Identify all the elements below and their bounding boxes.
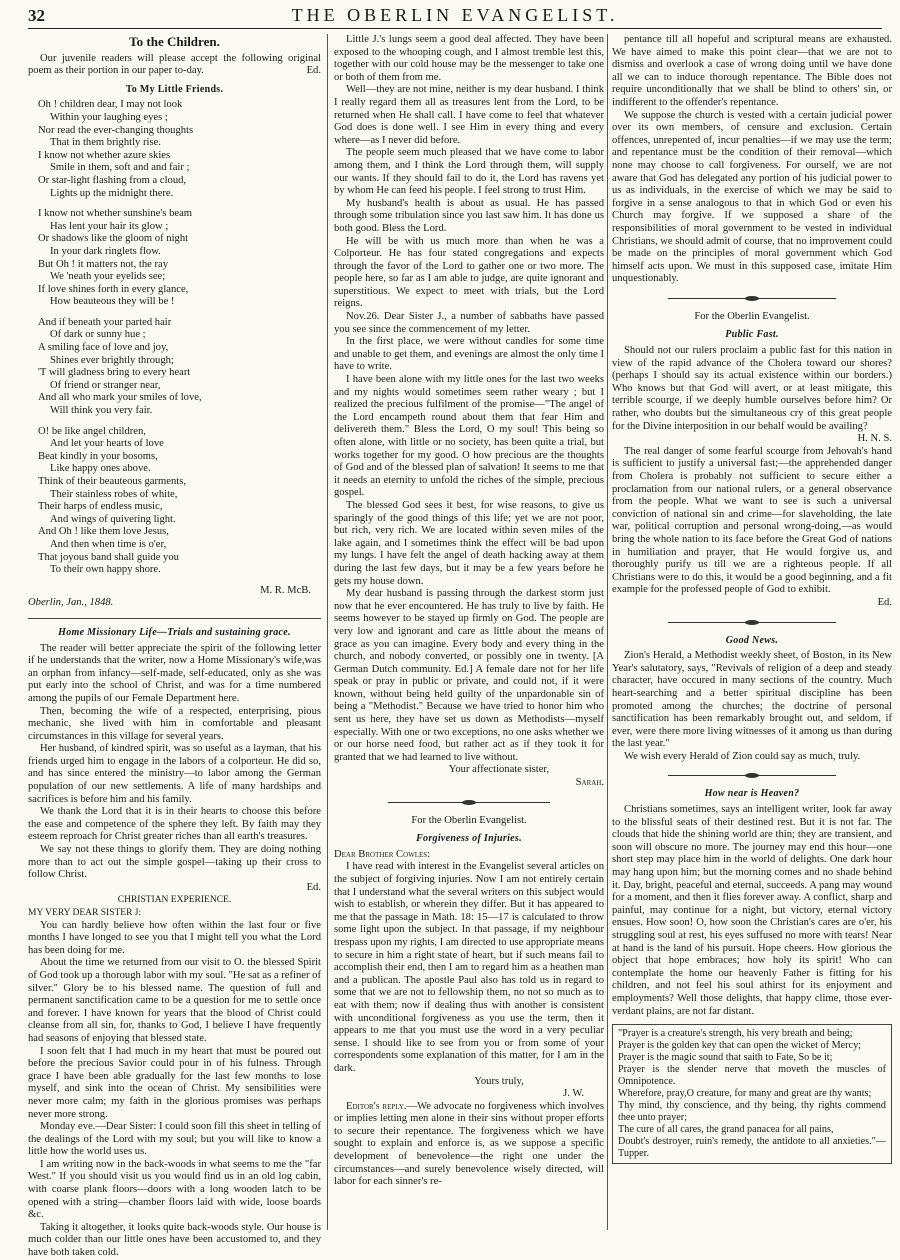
forgiveness-sign: J. W.	[563, 1088, 584, 1100]
poem-line: Nor read the ever-changing thoughts	[38, 124, 194, 136]
reply-paragraph: We suppose the church is vested with a certain judicial power over its own members, of censure and exclusion. Certain offences, unrepented of, incur penalties—if we may use the term; and repentance must be the condition of their removal—which none may choose to call forgiveness. For ourself, we are not aware that God has delegated any portion of his judicial power to us as individuals, in the exercise of which we may be said to forgive in a sense analogous to that in which God or even his Church may forgive. If we supposed a share of the responsibilities of moral government to be vested in individual Christians, we should admit of course, that no improvement could be made on the principles of moral government which God himself acts upon. We must in this supposed case, imitate Him unquestionably.	[612, 109, 892, 285]
letter-body	[28, 920, 321, 1260]
poem-line: And if beneath your parted hair	[38, 316, 172, 328]
news-heading: Good News.	[725, 634, 779, 646]
letter-salutation: MY VERY DEAR SISTER J:	[28, 908, 142, 918]
poem-line: Of dark or sunny hue ;	[50, 329, 146, 341]
editor-reply: Editor's reply.—We advocate no forgiveness which involves or implies letting men alone in their sins without proper efforts to secure their repentance. The forgiveness which we have sought to explain and enforce is, as we suppose a specific development of benevolence—the right one under the circumstances—and surely benevolence wisely directed, will labor for each sinner's re-	[334, 1100, 604, 1188]
heaven-heading: How near is Heaven?	[704, 788, 800, 800]
heaven-body: Christians sometimes, says an intelligent writer, look far away to the blissful seats of their destined rest. But it is not far. The clouds that hide the shining world are thin; they are transient, and soon will obscure no more. The journey may end this hour—one short step may place him in the world of delights. One dark hour may hang upon him; but the morning comes and no shade behind it. Day, bright, peaceful and eternal, succeeds. A pang may wound for a moment, and then it flies forever away. A conflict, sharp and painful, may continue for a night, but victory, eternal victory ensues. How soon! O, how soon the Christian's cares are o'er, his struggling soul at rest, his eyes suffused no more with tears! Near at hand is the land of his pursuit. Hope cheers. How glorious the object that hope embraces; how holy its spirit! Who can contemplate the home our heavenly Father is fitting for his children, and not feel his soul athirst for its enjoyment and employments? Well those delights, that happy clime, those ever-verdant plains, are not far distant.	[612, 804, 892, 1017]
poem-line: Shines ever brightly through;	[50, 354, 174, 366]
letter-sender: Sarah.	[575, 777, 604, 789]
poem-line: I know not whether azure skies	[38, 149, 171, 161]
poem-signature: M. R. McB.	[260, 584, 311, 596]
letter-paragraph: He will be with us much more than when he was a Colporteur. He has four stated congregations and expects through the favor of the Lord to gather one or two more. The people here, so far as I am able to judge, are quite ignorant and superstitious. We expect to meet with trials, but the Lord reigns.	[334, 235, 604, 310]
reply-paragraph: pentance till all hopeful and scriptural means are exhausted. We have aimed to make this point clear—that we are not to dismiss and overlook a case of wrong doing until we have done all we can to induce thorough repentance. The Bible does not require unconditionally that we shall be blind to others' sin, or indifferent to the offender's repentance.	[612, 34, 892, 108]
for-line: For the Oberlin Evangelist.	[694, 310, 810, 322]
newspaper-title: THE OBERLIN EVANGELIST.	[291, 5, 619, 25]
fast-body: Should not our rulers proclaim a public fast for this nation in view of the rapid advance of the Cholera toward our shores? (perhaps I should say its actual existence within our borders.) Who knows but that God will avert, or at least mitigate, this terrible scourge, if we deeply humble ourselves before him? Or rather, who doubts but the simultaneous cry of this great people for the Divine interposition in our behalf would be availing?	[612, 345, 892, 432]
poem-line: That in them brightly rise.	[50, 137, 161, 149]
news-body: Zion's Herald, a Methodist weekly sheet, of Boston, in its New Year's salutatory, says, "Revivals of religion of a deep and steady character, have occured in many sections of the country. Much heart-searching and a better spiritual discipline has been promoted among the churches; the doctrine of personal sanctification has been remarkably brought out, and seldom, if ever, were there more living witnesses of it among us than during the last year."	[612, 650, 892, 750]
prayer-line: Thy mind, thy conscience, and thy being, thy rights commend thee unto prayer;	[618, 1100, 886, 1124]
poem-line: Or shadows like the gloom of night	[38, 233, 189, 245]
masthead	[28, 4, 882, 29]
children-intro: Our juvenile readers will please accept the following original poem as their portion in our paper to-day. Ed.	[28, 52, 321, 77]
poem-dateline: Oberlin, Jan., 1848.	[28, 597, 114, 609]
poem-line: And then when time is o'er,	[50, 538, 167, 550]
missionary-paragraph: The reader will better appreciate the spirit of the following letter if he understands that the writer, now a Home Missionary's wife,was an orphan from infancy—self-made, self-educated, only as she was put early into the school of Christ, and was for a time numbered among the pupils of our Female Department here.	[28, 642, 321, 704]
prayer-line: "Prayer is a creature's strength, his very breath and being;	[618, 1028, 853, 1040]
separator	[668, 622, 836, 623]
prayer-line: Doubt's destroyer, ruin's remedy, the antidote to all anxieties."—Tupper.	[618, 1136, 886, 1160]
poem-line: How beauteous they will be !	[50, 296, 175, 308]
letter-paragraph: Well—they are not mine, neither is my dear husband. I think I really regard them all as treasures lent from the Lord, to be returned when He shall call. I have come to feel that whatever God does is done well. I see Him in every thing and every where—as I never did before.	[334, 84, 604, 146]
poem-line: That joyous band shall guide you	[38, 551, 179, 563]
poem-line: Will think you very fair.	[50, 405, 153, 417]
poem-line: And Oh ! like them love Jesus,	[38, 526, 169, 538]
poem-line: And all who mark your smiles of love,	[38, 392, 202, 404]
missionary-paragraph: We say not these things to glorify them. They are doing nothing more than to act out the simple gospel—taking up their cross to follow Christ.	[28, 844, 321, 881]
poem-stanza	[38, 426, 321, 577]
letter-paragraph: I am writing now in the back-woods in what seems to me the "far West." If you should visit us you would find us in an old log cabin, with coarse plank floors—doors with a long wooden latch to be opened with a string—chamber floors laid with wide, loose boards &c.	[28, 1158, 321, 1221]
poem-line: Their harps of endless music,	[38, 501, 163, 513]
page-number: 32	[28, 6, 45, 25]
letter-paragraph: My dear husband is passing through the darkest storm just now that he ever encountered. He has truly to live by faith. He seems however to be stayed up firmly on God. The people are very low and ignorant and care as little about the means of grace as you can imagine. Every body and every thing in the church, and nobody converted, or possibly one in twenty. [A German Dutch community. Ed.] A female dare not for her life speak or pray in public or private, and could not, if it were known, without being held guilty of the unpardonable sin of being a "Methodist." Because we have tried to honor him who sent us here, they have set us down as Methodists—myself especially. With one or two exceptions, no one asks whether we or our horse need food, but rather act as if they took it for granted that we had learned to live without.	[334, 588, 604, 763]
forgiveness-heading: Forgiveness of Injuries.	[416, 833, 522, 845]
column-divider	[607, 34, 608, 1230]
poem-line: I know not whether sunshine's beam	[38, 208, 193, 220]
poem-line: O! be like angel children,	[38, 425, 146, 437]
poem-line: But Oh ! it matters not, the ray	[38, 258, 169, 270]
poem	[38, 99, 321, 576]
letter-paragraph: In the first place, we were without candles for some time and unable to get them, and evenings are almost the only time I have to write.	[334, 336, 604, 373]
poem-line: Has lent your hair its glow ;	[50, 220, 169, 232]
poem-line: A smiling face of love and joy,	[38, 342, 169, 354]
letter-paragraph: The people seem much pleased that we have come to labor among them, and I think the Lord through them, will supply our wants. If they should fail to do it, the Lord has ravens yet by whom He can feed his people. I feel strong to trust Him.	[334, 147, 604, 197]
missionary-intro	[28, 643, 321, 882]
for-line: For the Oberlin Evangelist.	[411, 814, 527, 826]
letter-paragraph: You can hardly believe how often within the last four or five months I have longed to see you that I might tell you what the Lord has been doing for me.	[28, 919, 321, 956]
forgiveness-closing: Yours truly,	[474, 1075, 524, 1087]
letter-paragraph: I soon felt that I had much in my heart that must be poured out before the precious Savior could pour in of his fulness. Through grace I have been able gradually for the last few months to lose myself, and sink into the ocean of Christ. My sensibilities were never more calm; my faith in the glorious promises was perhaps never more strong.	[28, 1045, 321, 1120]
poem-stanza	[38, 99, 321, 200]
prayer-quote-box	[612, 1024, 892, 1164]
letter-paragraph: My husband's health is about as usual. He has passed through some tribulation since you last saw him. It has done us both good. Bless the Lord.	[334, 197, 604, 234]
poem-line: Smile in them, soft and and fair ;	[50, 162, 190, 174]
poem-line: To their own happy shore.	[50, 564, 161, 576]
poem-line: In your dark ringlets flow.	[50, 245, 161, 257]
poem-title: To My Little Friends.	[125, 83, 224, 95]
prayer-line: The cure of all cares, the grand panacea for all pains,	[618, 1124, 834, 1136]
poem-stanza	[38, 208, 321, 309]
christian-experience-label: CHRISTIAN EXPERIENCE.	[117, 895, 232, 906]
fast-reply: The real danger of some fearful scourge from Jehovah's hand is sufficient to justify a universal fast;—the apprehended danger from Cholera is probably not sufficient to secure either a proclamation from our national rulers, or a general observance from the people. What we want to see is such a universal conviction of national sin and crime—for slaveholding, the late war, political corruption and personal wrong-doing,—as would bring the whole nation to its face before the Great God of nations in humiliation and prayer, that He would forgive us, and thoroughly purify us till we are a righteous people. If all Christians were to do this, it would be a good beginning, and a fit example for the professed people of God to exhibit.	[612, 445, 892, 596]
prayer-line: Prayer is the golden key that can open the wicket of Mercy;	[618, 1040, 862, 1052]
poem-line: Or star-light flashing from a cloud,	[38, 174, 187, 186]
poem-line: And let your hearts of love	[50, 438, 164, 450]
poem-line: If love shines forth in every glance,	[38, 283, 189, 295]
poem-line: Of friend or stranger near,	[50, 379, 161, 391]
fast-sign: H. N. S.	[857, 433, 892, 445]
poem-line: 'T will gladness bring to every heart	[38, 367, 191, 379]
column-1	[28, 34, 321, 1259]
poem-line: Think of their beauteous garments,	[38, 476, 186, 487]
separator	[388, 802, 550, 803]
children-heading: To the Children.	[129, 34, 220, 49]
poem-line: Oh ! children dear, I may not look	[38, 99, 183, 111]
letter-paragraph: About the time we returned from our visit to O. the blessed Spirit of God took up a thorough labor with my soul. "He sat as a refiner of silver." Glory be to his blessed name. The question of full and permanent sanctification came to be a question for me to settle once and forever. I have known for years that the blood of Christ could cleanse from all sin, for, thanks to God, I believe I have frequently had seasons of enjoying that blessed state.	[28, 957, 321, 1044]
poem-stanza	[38, 317, 321, 418]
separator	[28, 618, 321, 619]
forgiveness-body: I have read with interest in the Evangelist several articles on the subject of forgiving injuries. Now I am not entirely certain that I understand what the several writers on this subject would wish to establish, or wherein they differ. But it has appeared to me that the passage in Math. 18: 15—17 is calculated to throw some light upon the subject. In that passage, if my neighbour trespass upon my rights, I am directed to use appropriate means to secure in him a right state of heart, but if such means fail to accomplish their end, then I am to regard him as a heathen man and a publican. The apostle Paul also has told us in regard to some that we are not to fellowship them, no not so much as to eat with them; now if dealing thus with another is consistent with unconditional forgiveness as you use the term, then it appears to me that you must use the word in a very peculiar sense. I should like to see from you or from some of your correspondents some explanation of this matter, for I am in the dark.	[334, 861, 604, 1074]
missionary-paragraph: We thank the Lord that it is in their hearts to choose this before the ease and competence of the sphere they left. By faith may they esteem reproach for Christ greater riches than all earth's treasures.	[28, 806, 321, 843]
forgiveness-salutation: Dear Brother Cowles:	[334, 848, 431, 860]
poem-line: Their stainless robes of white,	[50, 488, 178, 500]
letter-paragraph: Monday eve.—Dear Sister: I could soon fill this sheet in telling of the dealings of the Lord with my soul; but you will like to know a little how the world uses us.	[28, 1121, 321, 1158]
missionary-sign: Ed.	[306, 881, 321, 893]
poem-line: Within your laughing eyes ;	[50, 111, 168, 123]
column-3	[612, 34, 892, 1230]
letter-paragraph: I have been alone with my little ones for the last two weeks and my nights would sometimes seem rather weary ; but I realized the precious fulfilment of the promise—"The angel of the Lord encampeth round about them that fear Him and delivereth them." Bless the Lord, O my soul! This being so often alone, with little or no society, has been quite a trial, but works together for my good. O how precious are the thoughts of God and of the blessed plan of salvation! It seems to me that it needs an eternity to unfold the riches of the simple, precious gospel.	[334, 374, 604, 499]
news-wish: We wish every Herald of Zion could say as much, truly.	[624, 750, 861, 762]
letter-continuation	[334, 34, 604, 764]
fast-reply-sign: Ed.	[877, 596, 892, 608]
column-2	[334, 34, 604, 1230]
poem-line: We 'neath your eyelids see;	[50, 271, 166, 283]
letter-paragraph: Little J.'s lungs seem a good deal affected. They have been exposed to the whooping cough, and I almost tremble lest this, together with our cold house may be the messenger to take one or both of them from me.	[334, 34, 604, 83]
poem-line: Like happy ones above.	[50, 463, 151, 475]
prayer-line: Prayer is the magic sound that saith to Fate, So be it;	[618, 1052, 833, 1064]
letter-paragraph: The blessed God sees it best, for wise reasons, to give us sparingly of the good things of this life; yet we are not poor, but rich, very rich. We are located within seven miles of the lake again, and I sometimes think the effect will be bad upon my lungs. I have felt the angel of death hacking away at them during the last few days, but it may be a few years before he gets my house down.	[334, 499, 604, 587]
separator	[668, 298, 836, 299]
reply-continuation	[612, 34, 892, 286]
separator	[668, 775, 836, 776]
poem-line: Lights up the midnight there.	[50, 187, 174, 199]
letter-paragraph: Nov.26. Dear Sister J., a number of sabbaths have passed you see since the commencement of my letter.	[334, 311, 604, 335]
poem-line: And wings of quivering light.	[50, 513, 176, 525]
missionary-paragraph: Then, becoming the wife of a respected, enterprising, pious mechanic, she lived with him in comfortable and pleasant circumstances in this village for several years.	[28, 705, 321, 742]
letter-closing: Your affectionate sister,	[448, 764, 550, 776]
missionary-paragraph: Her husband, of kindred spirit, was so useful as a layman, that his friends urged him to engage in the labors of a colporteur. He did so, and has since entered the ministry—to labor among the German population of our new settlements. A life of many hardships and sacrifices is before him and his family.	[28, 743, 321, 805]
letter-paragraph: Taking it altogether, it looks quite back-woods style. Our house is much colder than our little ones have been accustomed to, and they have both taken cold.	[28, 1221, 321, 1259]
fast-heading: Public Fast.	[725, 329, 779, 341]
prayer-line: Prayer is the slender nerve that moveth the muscles of Omnipotence.	[618, 1064, 886, 1088]
poem-line: Beat kindly in your bosoms,	[38, 450, 158, 462]
missionary-heading: Home Missionary Life—Trials and sustaining grace.	[58, 626, 291, 638]
prayer-line: Wherefore, pray,O creature, for many and great are thy wants;	[618, 1088, 872, 1100]
column-divider	[327, 34, 328, 1230]
